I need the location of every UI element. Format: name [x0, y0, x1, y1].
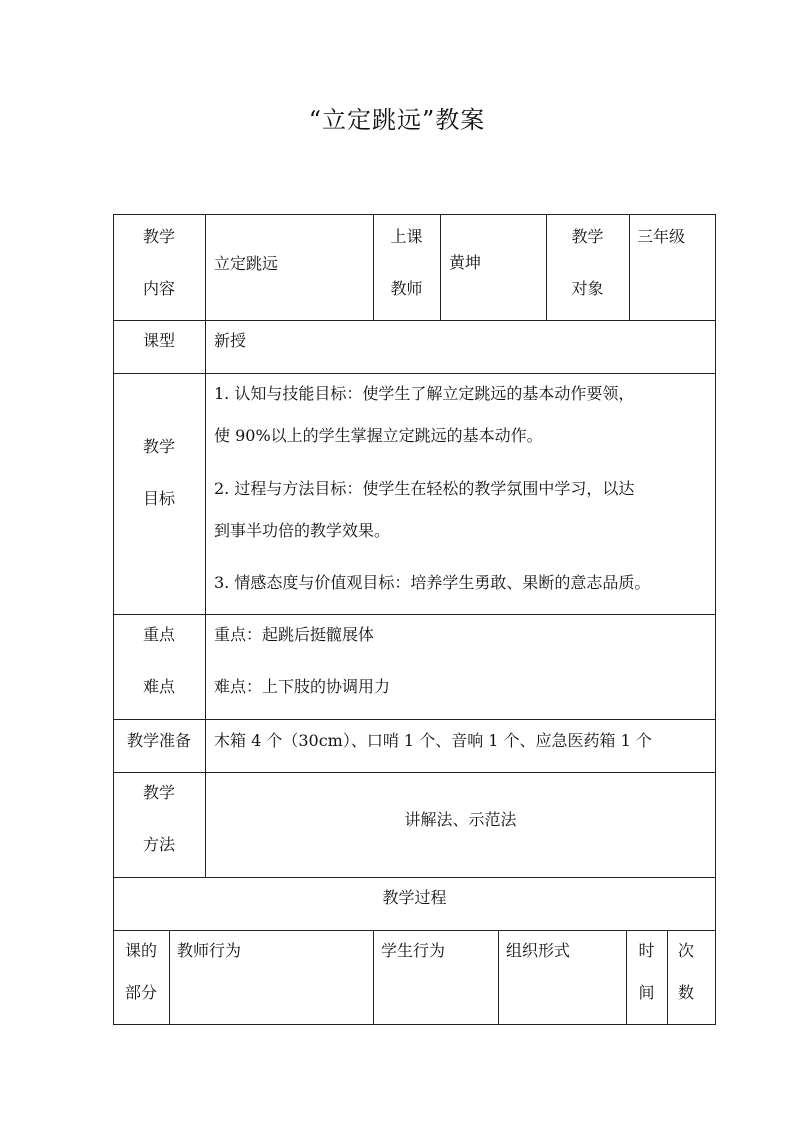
col-part: 部分 [124, 983, 157, 1002]
col-count: 次 [677, 941, 694, 960]
teacher-value: 黄坤 [449, 253, 482, 272]
difficulty-text: 难点：上下肢的协调用力 [214, 677, 391, 696]
col-student: 学生行为 [381, 941, 446, 960]
table-border [113, 1024, 716, 1025]
process-header: 教学过程 [382, 888, 447, 907]
method-value: 讲解法、示范法 [404, 810, 517, 829]
page-title: “立定跳远”教案 [308, 106, 486, 134]
keypoint-text: 重点：起跳后挺髋展体 [214, 625, 375, 644]
table-border [113, 772, 716, 773]
keypoints-label: 难点 [142, 677, 175, 696]
method-label: 方法 [142, 835, 175, 854]
table-border [113, 320, 716, 321]
table-border [113, 719, 716, 720]
table-border [113, 877, 716, 878]
keypoints-label: 重点 [142, 625, 175, 644]
goal-text: 2. 过程与方法目标：使学生在轻松的教学氛围中学习，以达 [214, 479, 635, 498]
table-border [373, 930, 374, 1024]
content-label: 教学 [142, 227, 175, 246]
prep-label: 教学准备 [126, 731, 191, 750]
table-border [498, 930, 499, 1024]
target-label: 教学 [571, 227, 604, 246]
col-time: 间 [638, 983, 655, 1002]
goals-label: 目标 [142, 489, 175, 508]
type-label: 课型 [142, 331, 175, 350]
goal-text: 3. 情感态度与价值观目标：培养学生勇敢、果断的意志品质。 [214, 573, 651, 592]
content-label: 内容 [142, 279, 175, 298]
col-org: 组织形式 [506, 941, 571, 960]
table-border [113, 214, 716, 215]
col-teacher: 教师行为 [177, 941, 242, 960]
table-border [113, 373, 716, 374]
target-label: 对象 [571, 279, 604, 298]
table-border [205, 214, 206, 877]
teacher-label: 上课 [390, 227, 423, 246]
table-border [440, 214, 441, 320]
method-label: 教学 [142, 783, 175, 802]
col-time: 时 [638, 941, 655, 960]
prep-value: 木箱 4 个（30cm）、口哨 1 个、音响 1 个、应急医药箱 1 个 [214, 731, 652, 750]
goal-text: 使 90%以上的学生掌握立定跳远的基本动作。 [214, 426, 543, 445]
target-value: 三年级 [637, 227, 686, 246]
goals-label: 教学 [142, 437, 175, 456]
table-border [113, 614, 716, 615]
content-value: 立定跳远 [214, 254, 279, 273]
teacher-label: 教师 [390, 279, 423, 298]
goal-text: 1. 认知与技能目标：使学生了解立定跳远的基本动作要领， [214, 384, 635, 403]
col-count: 数 [677, 983, 694, 1002]
table-border [169, 930, 170, 1024]
type-value: 新授 [214, 331, 247, 350]
goal-text: 到事半功倍的教学效果。 [214, 521, 391, 540]
col-part: 课的 [124, 941, 157, 960]
table-border [629, 214, 630, 320]
